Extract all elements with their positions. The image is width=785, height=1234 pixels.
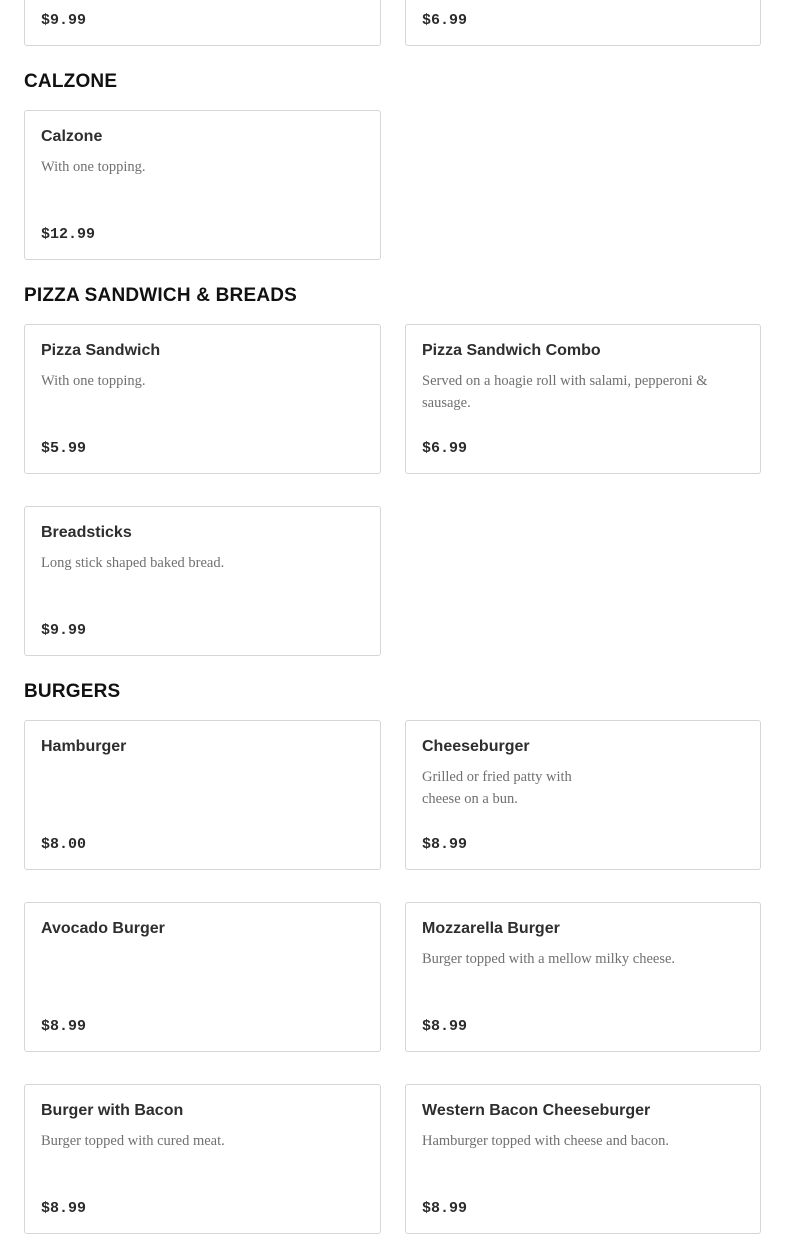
item-name: Avocado Burger: [41, 920, 165, 937]
menu-item-pizza-sandwich[interactable]: [24, 324, 381, 474]
menu-item-western-bacon-cheeseburger[interactable]: [405, 1084, 761, 1234]
section-title-pizza-sandwich-breads: PIZZA SANDWICH & BREADS: [24, 285, 298, 306]
item-description: With one topping.: [41, 373, 146, 389]
item-description: Burger topped with a mellow milky cheese.: [422, 951, 676, 967]
item-price: $8.99: [41, 1200, 87, 1217]
menu-item-calzone[interactable]: [24, 110, 381, 260]
menu-item-card[interactable]: [24, 0, 381, 46]
item-price: $8.99: [422, 836, 468, 853]
section-title-burgers: BURGERS: [24, 681, 121, 702]
item-description: Served on a hoagie roll with salami, pepperoni & sausage.: [422, 373, 708, 411]
item-price: $8.99: [41, 1018, 87, 1035]
item-price: $6.99: [422, 440, 468, 457]
item-description: Long stick shaped baked bread.: [41, 555, 225, 571]
item-name: Cheeseburger: [422, 738, 530, 755]
item-name: Breadsticks: [41, 524, 132, 541]
item-name: Burger with Bacon: [41, 1102, 184, 1119]
item-name: Western Bacon Cheeseburger: [422, 1102, 651, 1119]
menu-item-avocado-burger[interactable]: [24, 902, 381, 1052]
item-name: Mozzarella Burger: [422, 920, 560, 937]
menu-item-card[interactable]: [405, 0, 761, 46]
menu-item-cheeseburger[interactable]: [405, 720, 761, 870]
item-price: $9.99: [41, 12, 87, 29]
menu-item-pizza-sandwich-combo[interactable]: [405, 324, 761, 474]
item-price: $6.99: [422, 12, 468, 29]
item-description: With one topping.: [41, 159, 146, 175]
item-name: Hamburger: [41, 738, 127, 755]
menu-item-hamburger[interactable]: [24, 720, 381, 870]
item-name: Pizza Sandwich: [41, 342, 161, 359]
item-price: $5.99: [41, 440, 87, 457]
menu-item-mozzarella-burger[interactable]: [405, 902, 761, 1052]
item-name: Pizza Sandwich Combo: [422, 342, 601, 359]
item-price: $8.00: [41, 836, 87, 853]
item-price: $8.99: [422, 1200, 468, 1217]
item-description: Burger topped with cured meat.: [41, 1133, 225, 1149]
item-description: Hamburger topped with cheese and bacon.: [422, 1133, 669, 1149]
item-description: Grilled or fried patty with cheese on a bun.: [422, 769, 572, 807]
item-price: $9.99: [41, 622, 87, 639]
menu-item-breadsticks[interactable]: [24, 506, 381, 656]
section-title-calzone: CALZONE: [24, 71, 118, 92]
menu-item-burger-with-bacon[interactable]: [24, 1084, 381, 1234]
item-price: $12.99: [41, 226, 96, 243]
item-price: $8.99: [422, 1018, 468, 1035]
item-name: Calzone: [41, 128, 103, 145]
